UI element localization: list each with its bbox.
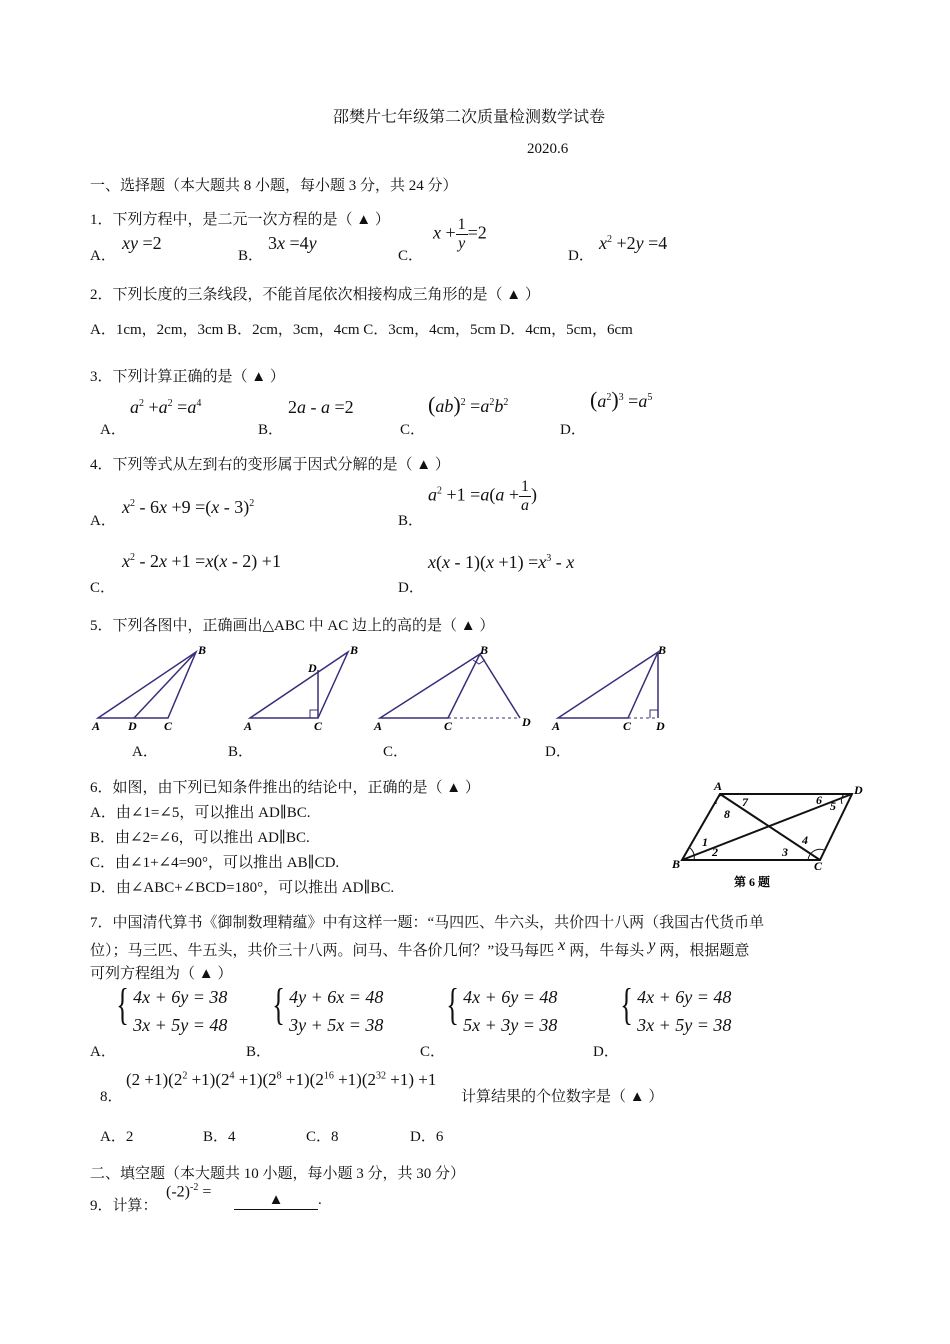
q6-option-d: D．由∠ABC+∠BCD=180°，可以推出 AD∥BC. — [90, 880, 395, 896]
q3-label-a: A． — [100, 422, 126, 438]
q5-fig-c-point-d: D — [522, 715, 531, 729]
q6-diagonal-bd — [682, 794, 852, 860]
q5-label-c: C． — [383, 744, 409, 760]
q5-fig-b-triangle — [250, 652, 348, 718]
q6-option-c: C．由∠1+∠4=90°，可以推出 AB∥CD. — [90, 855, 340, 871]
q5-fig-c-height — [480, 654, 520, 718]
q6-diagonal-ac — [720, 794, 820, 860]
q7-label-b: B． — [246, 1044, 272, 1060]
q7-system-d: { 4x + 6y = 48 3x + 5y = 38 — [620, 980, 732, 1035]
q6-point-d: D — [854, 783, 863, 797]
q5-fig-a-height — [134, 652, 196, 718]
q1-expr-d: $x^2 +2y =4$ — [599, 233, 668, 253]
q3-label-d: D． — [560, 422, 586, 438]
q6-point-b: B — [672, 857, 681, 871]
q6-stem: 6．如图，由下列已知条件推出的结论中，正确的是（ ▲ ） — [90, 780, 480, 796]
q1-expr-c: x + $\frac{1}{y}$ =2 — [433, 216, 487, 252]
q5-fig-a-point-a: A — [92, 719, 101, 733]
q6-angle-6: 6 — [816, 793, 822, 807]
q4-label-b: B． — [398, 513, 424, 529]
q9-expression: $(-2)^{-2}$ = — [166, 1182, 212, 1201]
q1-label-a: A． — [90, 248, 116, 264]
q7-line2: 位）；马三匹、牛五头，共价三十八两。问马、牛各价几何？”设马每匹 x 两，牛每头 y 两，根据题意 — [90, 937, 750, 959]
q3-label-b: B． — [258, 422, 284, 438]
q4-expr-d: $x(x - 1)(x +1) =x^3 - x$ — [428, 552, 575, 572]
q5-fig-b-point-a: A — [244, 719, 253, 733]
q8-option-b: B．4 — [203, 1129, 236, 1145]
q6-option-a: A．由∠1=∠5，可以推出 AD∥BC. — [90, 805, 311, 821]
q9-answer-blank[interactable]: ▲ — [234, 1192, 318, 1210]
q6-angle-7: 7 — [742, 795, 748, 809]
q8-option-a: A．2 — [100, 1129, 134, 1145]
q3-stem: 3．下列计算正确的是（ ▲ ） — [90, 369, 285, 385]
q7-line2b: 两，牛每头 — [569, 943, 645, 959]
q5-fig-d-right-angle — [650, 710, 658, 718]
q9-answer-area: ▲ . — [234, 1192, 322, 1210]
q3-expr-a: $a^2 +a^2 =a^4$ — [130, 397, 202, 417]
q4-label-d: D． — [398, 580, 424, 596]
q1-label-d: D． — [568, 248, 594, 264]
q6-angle-3: 3 — [782, 845, 788, 859]
q5-fig-b-right-angle — [310, 710, 318, 718]
q5-fig-d-triangle — [558, 652, 658, 718]
q5-fig-b-point-c: C — [314, 719, 323, 733]
q6-point-c: C — [814, 859, 823, 873]
q6-angle-5: 5 — [830, 799, 836, 813]
q4-label-a: A． — [90, 513, 116, 529]
q8-option-c: C．8 — [306, 1129, 339, 1145]
q5-label-d: D． — [545, 744, 571, 760]
q3-expr-b: 2a - a =2 — [288, 397, 354, 417]
q5-fig-b-point-b: B — [350, 643, 359, 657]
q7-label-c: C． — [420, 1044, 446, 1060]
q1-label-b: B． — [238, 248, 264, 264]
q7-system-a: { 4x + 6y = 38 3x + 5y = 48 — [116, 980, 228, 1035]
q5-fig-d-point-a: A — [552, 719, 561, 733]
q1-label-c: C． — [398, 248, 424, 264]
q9-prefix: 9．计算： — [90, 1198, 158, 1214]
q2-stem: 2．下列长度的三条线段，不能首尾依次相接构成三角形的是（ ▲ ） — [90, 287, 540, 303]
q2-options: A．1cm，2cm，3cm B．2cm，3cm，4cm C．3cm，4cm，5cm D．4cm，5cm，6cm — [90, 322, 633, 338]
q8-number: 8． — [100, 1089, 123, 1105]
q5-fig-d-point-c: C — [623, 719, 632, 733]
q4-label-c: C． — [90, 580, 116, 596]
q6-option-b: B．由∠2=∠6，可以推出 AD∥BC. — [90, 830, 310, 846]
q8-expression: $(2 +1)(2^2 +1)(2^4 +1)(2^8 +1)(2^{16} +1)(2^{32} +1) +1$ — [126, 1070, 437, 1089]
q7-system-c: { 4x + 6y = 48 5x + 3y = 38 — [446, 980, 558, 1035]
q7-line3: 可列方程组为（ ▲ ） — [90, 966, 233, 982]
q7-line1: 7．中国清代算书《御制数理精蕴》中有这样一题：“马四匹、牛六头，共价四十八两（我国古代货币单 — [90, 915, 765, 931]
q6-angle-8: 8 — [724, 807, 730, 821]
q6-figure-caption: 第 6 题 — [734, 875, 771, 889]
q6-angle-4: 4 — [802, 833, 808, 847]
q4-expr-c: $x^2 - 2x +1 =x(x - 2) +1$ — [122, 551, 281, 571]
q6-angle-2: 2 — [712, 845, 718, 859]
q6-figure — [664, 776, 874, 894]
q5-fig-c-point-a: A — [374, 719, 383, 733]
q5-fig-c-triangle — [380, 654, 480, 718]
q7-label-a: A． — [90, 1044, 116, 1060]
q6-angle-1: 1 — [702, 835, 708, 849]
q3-expr-d: $(a^2)^3 =a^5$ — [590, 387, 653, 412]
q6-arc-d — [841, 794, 844, 804]
q7-label-d: D． — [593, 1044, 619, 1060]
page-title: 邵樊片七年级第二次质量检测数学试卷 — [333, 109, 606, 126]
q7-line2a: 位）；马三匹、牛五头，共价三十八两。问马、牛各价几何？”设马每匹 — [90, 943, 555, 959]
q4-expr-b: $a^2 +1 =a(a$ + $\frac{1}{a}$ ) — [428, 478, 537, 514]
q1-stem: 1．下列方程中，是二元一次方程的是（ ▲ ） — [90, 212, 390, 228]
q5-fig-b-point-d: D — [308, 661, 317, 675]
q5-fig-a-point-b: B — [198, 643, 207, 657]
section-heading-choice: 一、选择题（本大题共 8 小题，每小题 3 分，共 24 分） — [90, 178, 458, 194]
q5-fig-a-point-c: C — [164, 719, 173, 733]
q3-expr-c: $(ab)^2 =a^2b^2$ — [428, 392, 509, 417]
q5-fig-d-point-d: D — [656, 719, 665, 733]
q5-fig-c-point-c: C — [444, 719, 453, 733]
exam-date: 2020.6 — [527, 141, 569, 157]
q7-system-b: { 4y + 6x = 48 3y + 5x = 38 — [272, 980, 384, 1035]
q6-point-a: A — [714, 779, 723, 793]
q8-suffix: 计算结果的个位数字是（ ▲ ） — [461, 1089, 664, 1105]
q4-stem: 4．下列等式从左到右的变形属于因式分解的是（ ▲ ） — [90, 457, 450, 473]
q3-label-c: C． — [400, 422, 426, 438]
q5-label-a: A． — [132, 744, 158, 760]
q5-fig-a-triangle — [98, 652, 196, 718]
q7-line2c: 两，根据题意 — [659, 943, 750, 959]
q1-expr-a: xy =2 — [122, 233, 162, 253]
q5-label-b: B． — [228, 744, 254, 760]
q5-fig-c-point-b: B — [480, 643, 489, 657]
q5-fig-d-point-b: B — [658, 643, 667, 657]
q6-arc-b — [690, 848, 694, 860]
q1-expr-b: 3x =4y — [268, 233, 317, 253]
q5-stem: 5．下列各图中，正确画出△ABC 中 AC 边上的高的是（ ▲ ） — [90, 618, 495, 634]
q4-expr-a: $x^2 - 6x +9 =(x - 3)^2$ — [122, 497, 255, 517]
section-heading-fill: 二、填空题（本大题共 10 小题，每小题 3 分，共 30 分） — [90, 1166, 466, 1182]
q5-fig-a-point-d: D — [128, 719, 137, 733]
q8-option-d: D．6 — [410, 1129, 444, 1145]
q5-figures — [88, 640, 688, 740]
